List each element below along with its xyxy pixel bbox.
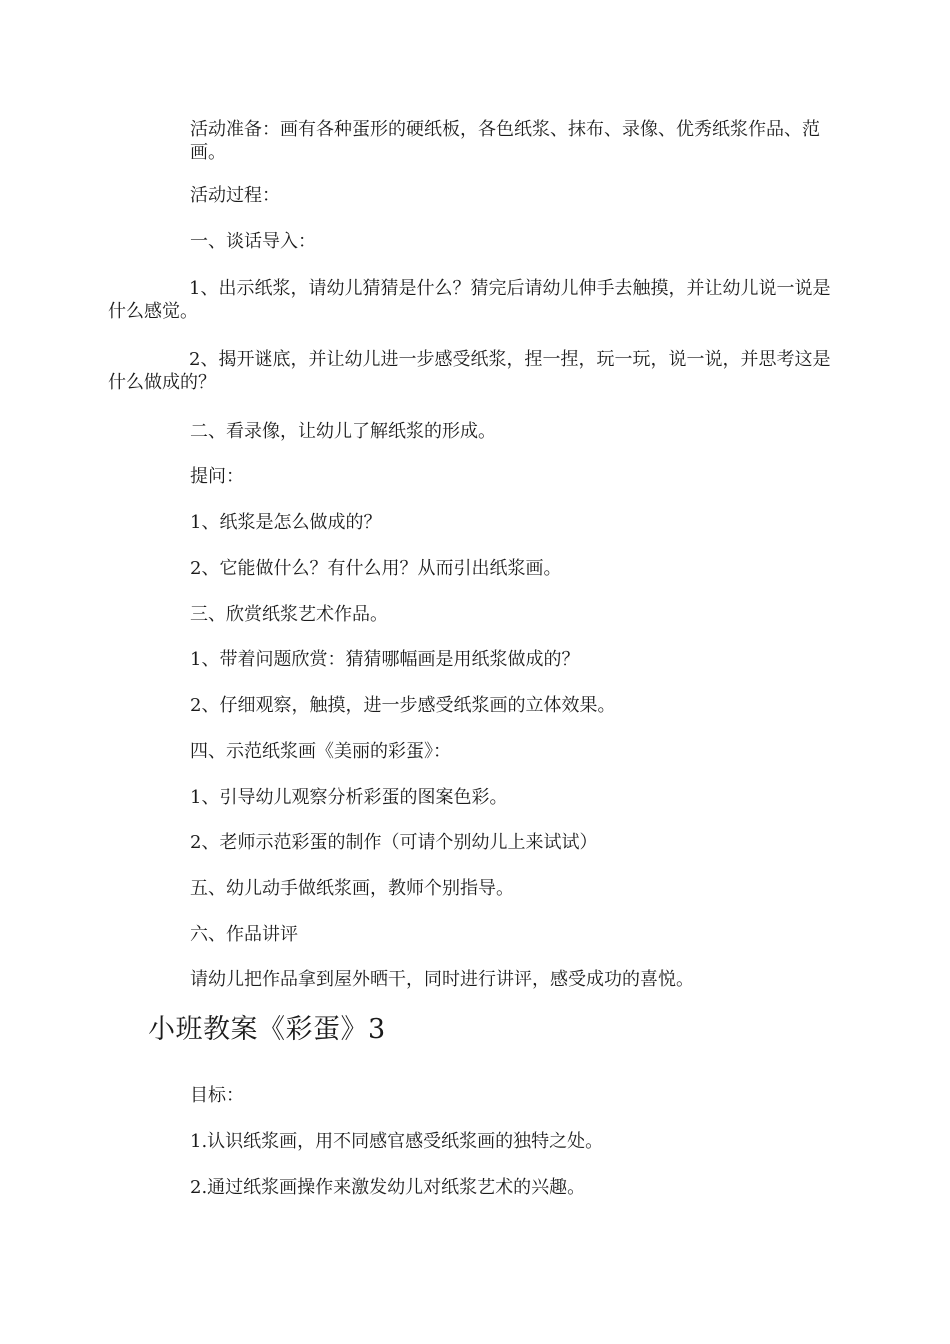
paragraph-process-title: 活动过程：: [190, 185, 280, 206]
paragraph-question-1: 1、纸浆是怎么做成的？: [190, 512, 382, 533]
paragraph-step-one-item-1: 1、出示纸浆，请幼儿猜猜是什么？猜完后请幼儿伸手去触摸，并让幼儿说一说是什么感觉。: [108, 278, 831, 322]
section-heading: 小班教案《彩蛋》3: [148, 1014, 386, 1045]
paragraph-step-three: 三、欣赏纸浆艺术作品。: [190, 604, 388, 625]
paragraph-step-one-item-2: 2、揭开谜底，并让幼儿进一步感受纸浆，捏一捏，玩一玩，说一说，并思考这是什么做成的？: [108, 349, 831, 393]
paragraph-step-three-item-1: 1、带着问题欣赏：猜猜哪幅画是用纸浆做成的？: [190, 649, 580, 670]
paragraph-goal-title: 目标：: [190, 1085, 244, 1106]
paragraph-step-two: 二、看录像，让幼儿了解纸浆的形成。: [190, 421, 496, 442]
paragraph-preparation: 活动准备：画有各种蛋形的硬纸板，各色纸浆、抹布、录像、优秀纸浆作品、范画。: [190, 119, 820, 163]
paragraph-step-one: 一、谈话导入：: [190, 231, 316, 252]
paragraph-question-2: 2、它能做什么？有什么用？从而引出纸浆画。: [190, 558, 562, 579]
paragraph-step-three-item-2: 2、仔细观察，触摸，进一步感受纸浆画的立体效果。: [190, 695, 616, 716]
paragraph-goal-2: 2.通过纸浆画操作来激发幼儿对纸浆艺术的兴趣。: [190, 1177, 586, 1198]
paragraph-step-six: 六、作品讲评: [190, 924, 298, 945]
paragraph-step-four-item-1: 1、引导幼儿观察分析彩蛋的图案色彩。: [190, 787, 508, 808]
paragraph-step-four: 四、示范纸浆画《美丽的彩蛋》：: [190, 741, 451, 762]
paragraph-step-six-detail: 请幼儿把作品拿到屋外晒干，同时进行讲评，感受成功的喜悦。: [190, 969, 694, 990]
paragraph-step-four-item-2: 2、老师示范彩蛋的制作（可请个别幼儿上来试试）: [190, 832, 598, 853]
paragraph-question-title: 提问：: [190, 466, 244, 487]
paragraph-step-five: 五、幼儿动手做纸浆画，教师个别指导。: [190, 878, 514, 899]
paragraph-goal-1: 1.认识纸浆画，用不同感官感受纸浆画的独特之处。: [190, 1131, 604, 1152]
